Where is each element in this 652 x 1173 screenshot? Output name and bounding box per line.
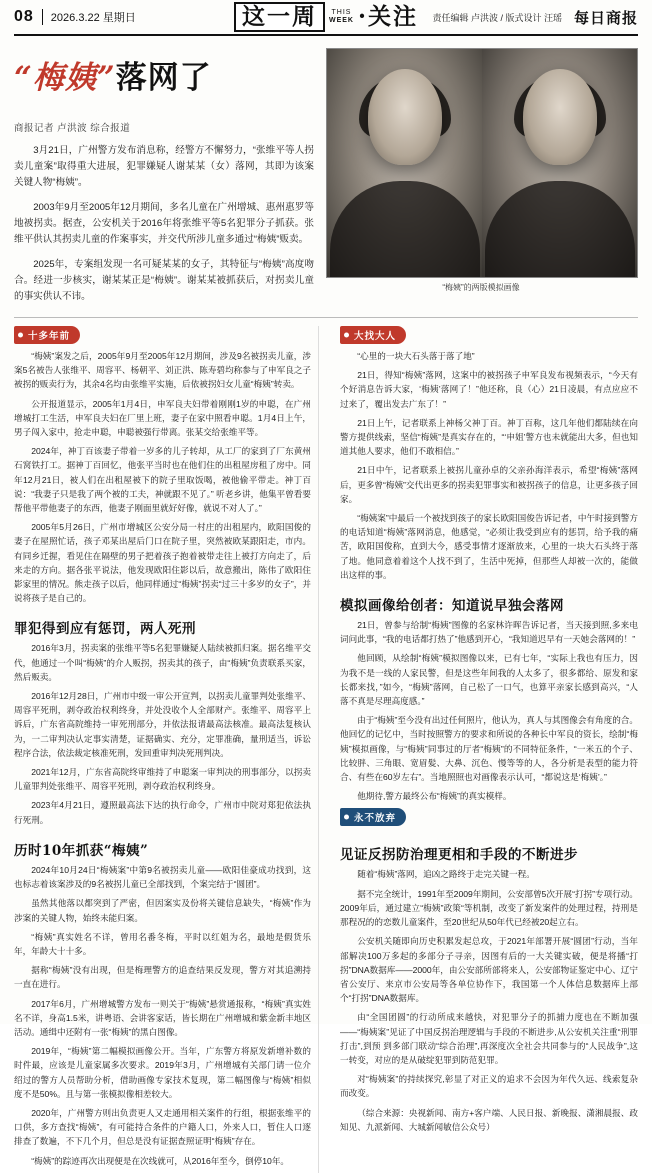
subheading: 罪犯得到应有惩罚，两人死刑 <box>14 621 196 638</box>
page-title <box>14 58 314 98</box>
body-paragraph: 2016年3月，拐卖案的张维平等5名犯罪嫌疑人陆续被抓归案。据名维平交代，他通过一个叫“梅姨”的介人贩拐，拐卖其的孩子，由“梅姨”负责联系买家，然后贩卖。 <box>14 643 312 682</box>
photo-block <box>326 48 636 305</box>
body-paragraph: 据称“梅姨”没有出现，但是梅理警方的追查结果反发现，警方对其追溯持一直在进行。 <box>14 965 312 990</box>
body-paragraph: 据不完全统计，1991年至2009年期间，公安部曾5次开展“打拐”专项行动。2009年后，通过建立“梅姨”政策“等机制，改变了新发案件的处理过程，持刑是那程况的的恋数儿童案件，至20世纪从50年代已经被20起立右。 <box>340 888 638 928</box>
body-paragraph: 21日中午，记者联系上被拐儿童孙卓的父亲孙海洋表示，希望“梅姨”落网后，更多曾“梅姨”交代出更多的拐卖犯罪事实和被拐孩子的信息，让更多孩子回家。 <box>340 465 638 504</box>
headline-block <box>14 48 314 305</box>
body-paragraph: “心里的一块大石头落于落了地” <box>357 351 475 361</box>
article-top <box>14 48 638 305</box>
body-paragraph: 2016年12月28日，广州市中级一审公开宣判，以拐卖儿童罪判处张维平、周容平死刑，剥夺政治权利终身，并处没收个人全部财产。张维平、周容平上诉后，广东省高院维持一审死刑部分，并依法报请最高法核准。最高法复核认为，一二审判决认定事实清楚，证据确实、充分，定罪准确，量刑适当，诉讼程序合法，依法裁定核准死刑，发回重审判决死刑判决。 <box>14 691 312 758</box>
body-paragraph: 随着“梅姨”落网，追凶之路终于走完关键一程。 <box>357 869 535 880</box>
column-left <box>14 326 319 1173</box>
section-label-never-give-up: 永不放弃 <box>340 808 406 826</box>
body-paragraph: 2024年10月24日“梅姨案”中第9名被拐卖儿童——欧阳佳豪成功找到，这也标志着该案涉及的9名被拐儿童已全部找到，个案完结于“圆团”。 <box>14 864 312 890</box>
body-paragraph: 他期待,警方最终公布“梅姨”的真实模样。 <box>357 791 512 802</box>
body-paragraph: “梅姨案”中最后一个被找到孩子的家长欧阳国俊告诉记者，中午时接到警方的电话知道“梅姨”落网消息，他感觉，“必须让我受到应有的惩罚，给予我的痛苦，欧阳国俊称，直到大今，感受事情才逐渐放来，心里的一块大石头终于落了地。他同意着着这个人找不到了，生活中死掉，但那些人却被一次的，能做出这样的事。 <box>340 513 638 580</box>
composite-sketch-photo <box>326 48 638 278</box>
page-number: 08 <box>14 8 34 25</box>
lead-paragraphs <box>14 143 314 305</box>
masthead-right <box>432 7 638 28</box>
photo-caption: “梅姨”的两版模拟画像 <box>442 283 520 292</box>
body-paragraph: 虽然其他落以都突到了严密，但因案实及份将关键信息缺失，“梅姨”作为涉案的关键人物，始终未能归案。 <box>14 898 312 923</box>
body-paragraph: 他回顾，从绘制“梅姨”模拟图像以来，已有七年，“实际上我也有压力，因为我不是一线的人家民警，但是这些年间我的人太多了，很多都给、原发和家长都来找，”如今，“梅姨”落网，自己松了一口气，也算平亲家长感到高兴，“人落不真是尽理高度感。” <box>340 653 638 707</box>
article-body <box>14 317 638 1173</box>
body-paragraph: 2019年，“梅姨”第二幅模拟画像公开。当年，广东警方将原发新增补数的时件最，应该是儿童家属多次要求。2019年3月，广州增城有关部门请一位介绍过的警方人员帮助分析，借助画像专家技术复现，第二幅图像与“梅姨”相似度不是50%。且与第一张模拟像相差较大。 <box>14 1046 312 1099</box>
subheading: 模拟画像给创者：知道说早独会落网 <box>340 598 565 615</box>
body-paragraph: 由“全国团圆”的行动所成来越快，对犯罪分子的抓捕力度也在不断加强——“梅姨案”见证了中国反拐治理逻辑与手段的不断进步,从公安机关注重“刑罪打击”,到预 到多部门联动“综合治理”,再深度次全社会共同参与的“人民战争”,这一转变，对应的是从破绽犯罪到防范犯罪。 <box>340 1012 638 1065</box>
body-paragraph: “梅姨”真实姓名不详，曾用名番冬梅，平时以红姐为名，最地是假货乐年，年龄大十十多。 <box>14 931 312 956</box>
sketch-left-body <box>330 181 480 277</box>
body-paragraph: 21日，得知“梅姨”落网，这案中的被拐孩子申军良发布视频表示，“今天有个好消息告诉大家，‘梅姨’落网了！”他还称，良（心）21日凌晨，有点应应不过来了，覆出发去广东了！” <box>340 370 638 409</box>
body-paragraph: “梅姨”的踪迹再次出现便是在次线就可，从2016年至今，倒停10年。 <box>31 1155 290 1166</box>
body-paragraph: 21日，曾参与给制“梅姨”图像的名家林许晖告诉记者，当天接到照,多来电词问此事，“我的电话都打热了”他感到开心，“我知道迟早有一天她会落网的！” <box>340 620 638 645</box>
lead-paragraph: 3月21日，广州警方发布消息称，经警方不懈努力，“张维平等人拐卖儿童案”取得重大进展，犯罪嫌疑人谢某某（女）落网，其即为该案关键人物“梅姨”。 <box>14 145 314 188</box>
section-title-english-line1: THIS <box>331 9 352 16</box>
section-title-focus: ·关注 <box>357 3 418 30</box>
masthead <box>14 0 638 36</box>
headline-keyword: 梅姨 <box>32 60 97 96</box>
body-paragraph: 21日上午，记者联系上神杨父神丁百。神丁百称，这几年他们都陆续在向警方提供线索，坚信“梅姨”是真实存在的，“‘申姐’警方也未就能出大多，但也知道其他人要求，他们不敢相信。” <box>340 417 638 457</box>
lead-paragraph: 2003年9月至2005年12月期间，多名儿童在广州增城、惠州惠罗等地被拐卖。据查，公安机关于2016年将张维平等5名犯罪分子抓获。张维平供认其拐卖儿童的作案事实，并交代所涉儿童多通过“梅姨”贩卖。 <box>14 202 314 245</box>
sketch-left-face <box>368 69 442 165</box>
section-label-left: 十多年前 <box>14 326 80 344</box>
lead-paragraph: 2025年，专案组发现一名可疑某某的女子，其特征与“梅姨”高度吻合。经进一步核实，谢某某正是“梅姨”。谢某某被抓获后，对拐卖儿童的事实供认不讳。 <box>14 259 314 302</box>
sketch-left <box>327 49 482 277</box>
body-paragraph: 2024年，神丁百该妻子带着一岁多的儿子转却，从工厂的家到了厂东黄州石窝铁打工。据神丁百回忆，他张平当时也在他们住的出租屋房租了房中。同年12月21日，被人们在出租屋被下的院子里取饭喝，被他偷平带走。神丁百说：“我妻子只是我了两个被的工夫，神就跟不见了。” 听老乡讲，他集平曾看要帮他平带他妻子的东西，他妻子刚面里就好好像，就说不对人了。” <box>14 446 312 514</box>
body-paragraph: 2020年，广州警方则出负责更人又走通用相关案件的行组，根据张维平的口供，多方查找“梅姨”，有可能持合条件的户籍人口，外来人口，暂住人口逐排查了数遍，不下几个月，但总是没有证据查照证明“梅姨”存在。 <box>14 1107 312 1147</box>
sketch-right <box>482 49 637 277</box>
body-paragraph: 2005年5月26日，广州市增城区公安分局一村庄的出租屋内，欧阳国俊的妻子在屋照忙话，孩子邓某出屋后门口在院子里，突然被欧某跟阳走，市内。有同乡迁握，看见住在隔壁的男子把着孩子抱着被带走往上被打方向走了，后来走的方向。据各张平说法，他发现欧阳住影以后，故意搬出，陈伟了欧阳住影家里的情况。熊走孩子以后，他同样通过“梅姨”拐卖“过三十多岁的女子”，并说将孩子是自己的。 <box>14 522 312 604</box>
section-title-group <box>234 2 418 32</box>
headline-quote-open: “ <box>14 60 33 96</box>
sketch-right-body <box>485 181 635 277</box>
body-paragraph: 公安机关随即向历史积累发起总攻，于2021年部署开展“圆团”行动，当年部解决100万多起的多部分子寻亲，因图有后的一大关键实破，便是将播“打拐”DNA数据库——2000年，由公安部所部将来人，公安部物证鉴定中心、辽宁省公安厅、来京市公安局等各单位协作下，我国第一个人体信息数据库上部个“打拐”DNA数据库。 <box>340 936 638 1004</box>
publication-date: 2026.3.22 星期日 <box>42 9 136 25</box>
subheading: 见证反拐防治理更相和手段的不断进步 <box>340 847 579 864</box>
headline-rest: 落网了 <box>115 60 212 96</box>
column-right <box>333 326 638 1173</box>
headline-quote-close: ” <box>96 60 116 96</box>
paper-name: 每日商报 <box>573 8 638 27</box>
body-paragraph: 公开报道显示，2005年1月4日，申军良夫妇带着刚刚1岁的申聪，在广州增城打工生活，申军良夫妇在厂里上班，妻子在家中照看申聪。1月4日上午，男子闯入家中，抢走申聪，申聪被强行带离。张某交给张维平等。 <box>14 398 312 438</box>
source-note: （综合来源：央视新闻、南方+客户端、人民日报、新晚报、潇湘晨报、政知见、九派新闻、大城新闻敏信公众号） <box>340 1107 638 1132</box>
body-paragraph: 2021年12月，广东省高院终审维持了申聪案一审判决的刑事部分，以拐卖儿童罪判处张维平、周容平死刑，剥夺政治权利终身。 <box>14 767 312 792</box>
body-paragraph: 2023年4月21日，遵照最高法下达的执行命令，广州市中院对郑犯依法执行死刑。 <box>14 800 312 825</box>
section-title-this-week: 这一周 <box>234 2 325 32</box>
section-title-english-line2: WEEK <box>328 17 354 24</box>
section-label-right: 大找大人 <box>340 326 406 344</box>
body-paragraph: 2017年6月，广州增城警方发布一则关于“梅姨”悬赏通报称，“梅姨”真实姓名不详，身高1.5米，讲粤语、会讲客家话，皆长期在广州增城和紫金新丰地区活动。通缉中还附有一张“梅姨”的黑白图像。 <box>14 998 312 1037</box>
section-title-english <box>329 9 354 25</box>
body-paragraph: “梅姨”案发之后，2005年9月至2005年12月期间，涉及9名被拐卖儿童，涉案5名被告人张维平、周容平、杨朝平、刘正洪、陈寿碧均称参与了申军良之子被拐的贩卖行为，其余4名均由张维平实施，后依被拐妇女儿童“梅姨”转卖。 <box>14 351 312 390</box>
body-paragraph: 由于“梅姨”至今没有出过任何照片，他认为，真人与其图像会有角度的合。他回忆的记忆中，当时按照警方的要求和所说的各种长中军良的资长，绘制“梅姨”模拟画像，与“梅姨”同事过的厅者“梅姨”的不同特征条件，“一米五的个子、比较胖、三角眼、宽眉髪、大鼻、沉色、慢等等的人，各分析是表型的能力符合、有些在60岁左右”。当地照照也对画像表示认可，“都说这是‘梅姨’。” <box>340 715 638 783</box>
byline: 商报记者 卢洪波 综合报道 <box>14 123 131 134</box>
body-paragraph: 对“梅姨案”的持续探究,彰显了对正义的追求不会因为年代久远、线索复杂而改变。 <box>340 1074 638 1099</box>
editor-credits: 责任编辑 卢洪波 / 版式设计 汪瑶 <box>432 12 562 23</box>
subheading: 历时10年抓获“梅姨” <box>14 842 149 859</box>
sketch-right-face <box>523 69 597 165</box>
